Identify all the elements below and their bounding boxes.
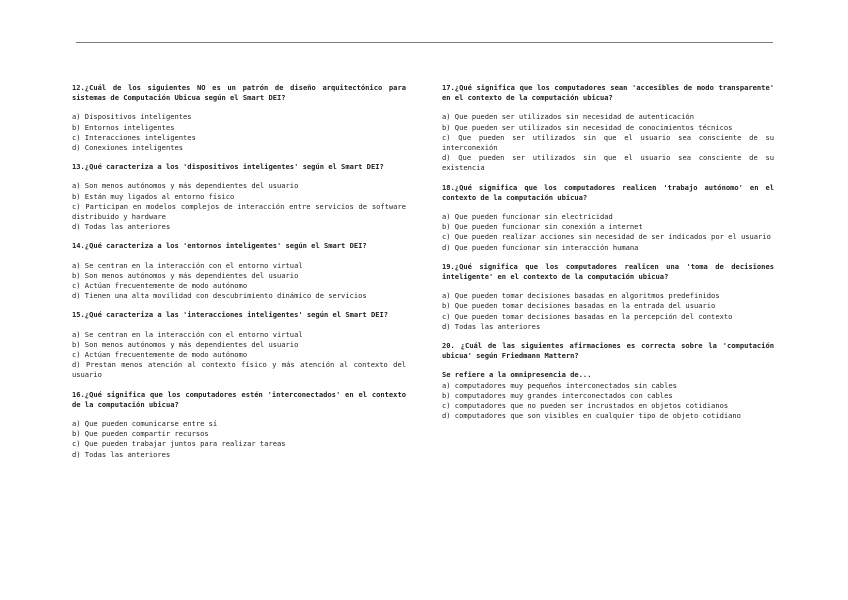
question-title: 15.¿Qué caracteriza a las 'interacciones inteligentes' según el Smart DEI? — [72, 310, 389, 320]
option-a: a) Que pueden tomar decisiones basadas en algoritmos predefinidos — [442, 291, 720, 301]
option-b: b) Que pueden funcionar sin conexión a internet — [442, 222, 643, 232]
option-b: b) Que pueden compartir recursos — [72, 429, 209, 439]
question-13 — [72, 162, 406, 232]
question-17 — [442, 83, 774, 174]
option-c: c) Participan en modelos complejos de interacción entre servicios de software distribuido y hardware — [72, 201, 406, 222]
question-lead: Se refiere a la omnipresencia de... — [442, 370, 592, 380]
question-18 — [442, 183, 774, 253]
option-c: c) Que pueden trabajar juntos para realizar tareas — [72, 439, 286, 449]
option-d: d) Que pueden ser utilizados sin que el usuario sea consciente de su existencia — [442, 153, 774, 173]
option-a: a) Que pueden ser utilizados sin necesidad de autenticación — [442, 112, 694, 122]
option-a: a) Son menos autónomos y más dependientes del usuario — [72, 181, 299, 191]
question-title: 16.¿Qué significa que los computadores estén 'interconectados' en el contexto de la computación ubicua? — [72, 389, 406, 409]
option-d: d) Prestan menos atención al contexto físico y más atención al contexto del usuario — [72, 360, 406, 380]
option-c: c) Que pueden ser utilizados sin que el usuario sea consciente de su interconexión — [442, 132, 774, 153]
question-12 — [72, 83, 406, 153]
option-d: d) computadores que son visibles en cualquier tipo de objeto cotidiano — [442, 411, 741, 421]
question-title: 12.¿Cuál de los siguientes NO es un patrón de diseño arquitectónico para sistemas de Computación Ubicua según el Smart DEI? — [72, 83, 406, 103]
question-19 — [442, 262, 774, 332]
option-b: b) Están muy ligados al entorno físico — [72, 191, 235, 201]
option-c: c) computadores que no pueden ser incrustados en objetos cotidianos — [442, 401, 729, 411]
question-15 — [72, 310, 406, 380]
question-title: 14.¿Qué caracteriza a los 'entornos inteligentes' según el Smart DEI? — [72, 241, 367, 251]
option-a: a) Que pueden funcionar sin electricidad — [442, 212, 613, 222]
option-d: d) Conexiones inteligentes — [72, 143, 184, 153]
option-a: a) computadores muy pequeños interconectados sin cables — [442, 380, 677, 390]
question-20 — [442, 341, 774, 421]
right-column — [442, 83, 774, 430]
option-c: c) Que pueden realizar acciones sin necesidad de ser indicados por el usuario — [442, 232, 771, 242]
option-c: c) Actúan frecuentemente de modo autónomo — [72, 281, 248, 291]
option-b: b) Son menos autónomos y más dependientes del usuario — [72, 270, 299, 280]
option-d: d) Todas las anteriores — [72, 449, 171, 459]
option-d: d) Tienen una alta movilidad con descubrimiento dinámico de servicios — [72, 291, 367, 301]
header-rule — [76, 42, 773, 43]
option-b: b) Que pueden ser utilizados sin necesidad de conocimientos técnicos — [442, 122, 733, 132]
option-b: b) computadores muy grandes interconectados con cables — [442, 390, 673, 400]
option-b: b) Que pueden tomar decisiones basadas en la entrada del usuario — [442, 301, 716, 311]
option-a: a) Se centran en la interacción con el entorno virtual — [72, 329, 303, 339]
option-d: d) Todas las anteriores — [442, 321, 541, 331]
question-16 — [72, 390, 406, 460]
option-d: d) Que pueden funcionar sin interacción humana — [442, 242, 639, 252]
question-title: 17.¿Qué significa que los computadores sean 'accesibles de modo transparente' en el contexto de la computación ubicua? — [442, 83, 774, 103]
question-title: 19.¿Qué significa que los computadores realicen una 'toma de decisiones inteligente' en el contexto de la computación ubicua? — [442, 261, 774, 282]
question-title: 13.¿Qué caracteriza a los 'dispositivos inteligentes' según el Smart DEI? — [72, 162, 384, 172]
question-14 — [72, 241, 406, 301]
question-title: 20. ¿Cuál de las siguientes afirmaciones es correcta sobre la 'computación ubicua' según Friedmann Mattern? — [442, 341, 774, 361]
question-title: 18.¿Qué significa que los computadores realicen 'trabajo autónomo' en el contexto de la computación ubicua? — [442, 182, 774, 202]
option-c: c) Que pueden tomar decisiones basadas en la percepción del contexto — [442, 311, 733, 321]
option-c: c) Actúan frecuentemente de modo autónomo — [72, 350, 248, 360]
left-column — [72, 83, 406, 469]
option-d: d) Todas las anteriores — [72, 222, 171, 232]
option-a: a) Se centran en la interacción con el entorno virtual — [72, 260, 303, 270]
option-c: c) Interacciones inteligentes — [72, 132, 196, 142]
option-a: a) Que pueden comunicarse entre sí — [72, 419, 218, 429]
option-a: a) Dispositivos inteligentes — [72, 112, 192, 122]
option-b: b) Son menos autónomos y más dependientes del usuario — [72, 339, 299, 349]
option-b: b) Entornos inteligentes — [72, 122, 175, 132]
